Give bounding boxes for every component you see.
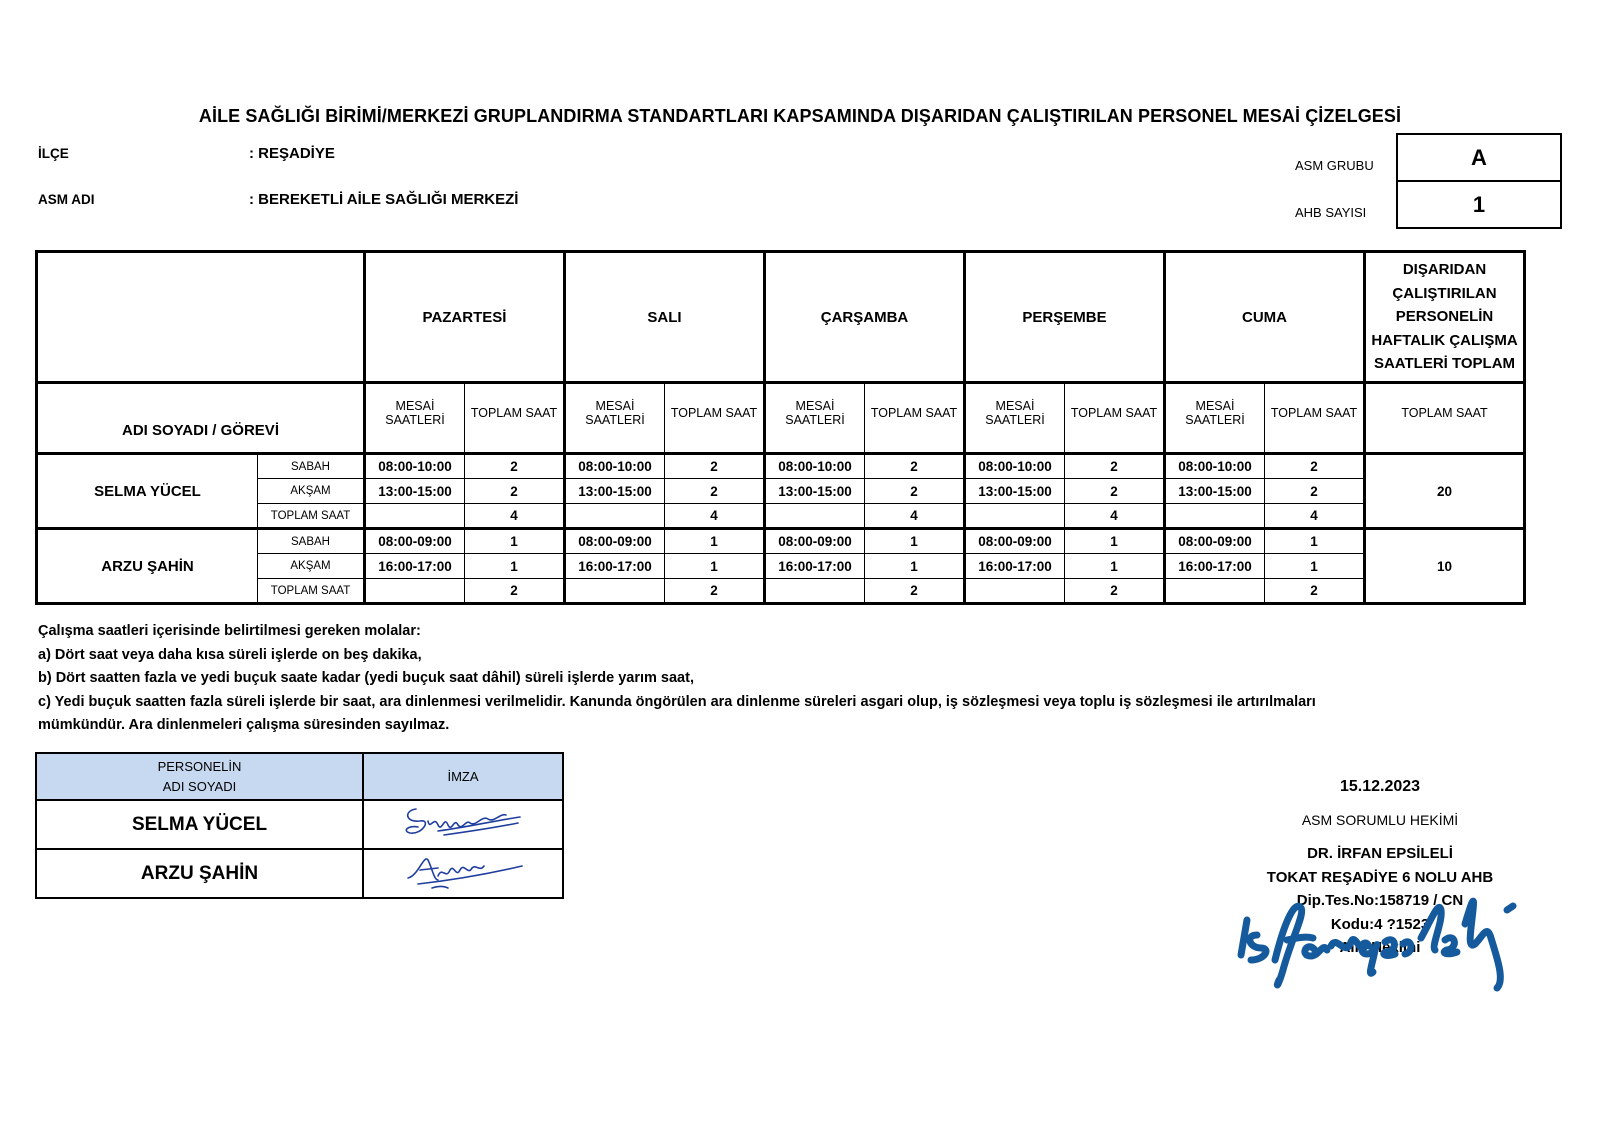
- empty-cell: [765, 504, 865, 529]
- total-cell: 2: [1065, 479, 1165, 504]
- sig-cell: [363, 849, 563, 898]
- day-total-cell: 2: [865, 579, 965, 604]
- break-notes: [38, 620, 1538, 738]
- day-total-cell: 4: [665, 504, 765, 529]
- total-cell: 2: [1265, 479, 1365, 504]
- sub-header-mesai: MESAİ SAATLERİ: [1165, 383, 1265, 454]
- ilce-label: İLÇE: [38, 146, 69, 161]
- sub-header-mesai: MESAİ SAATLERİ: [365, 383, 465, 454]
- total-cell: 2: [665, 454, 765, 479]
- stamp-line: Aile Hekimi: [1339, 939, 1421, 956]
- sig-head-line: PERSONELİN: [157, 758, 242, 774]
- hours-cell: 13:00-15:00: [365, 479, 465, 504]
- day-total-cell: 4: [1265, 504, 1365, 529]
- empty-cell: [1165, 579, 1265, 604]
- weekly-header-line: ÇALIŞTIRILAN: [1392, 284, 1497, 302]
- weekly-total-header: [1365, 252, 1525, 383]
- day-total-cell: 4: [1065, 504, 1165, 529]
- hours-cell: 13:00-15:00: [1165, 479, 1265, 504]
- document-date: 15.12.2023: [1339, 778, 1421, 795]
- asm-adi-value: : BEREKETLİ AİLE SAĞLIĞI MERKEZİ: [249, 191, 519, 208]
- hours-cell: 08:00-09:00: [365, 529, 465, 554]
- day-total-cell: 2: [465, 579, 565, 604]
- day-total-cell: 2: [665, 579, 765, 604]
- hours-cell: 08:00-10:00: [765, 454, 865, 479]
- sig-staff-name: ARZU ŞAHİN: [36, 849, 363, 898]
- stamp-line: DR. İRFAN EPSİLELİ: [1307, 845, 1453, 862]
- signature-scribble: [398, 850, 528, 892]
- total-cell: 2: [665, 479, 765, 504]
- shift-label-aksam: AKŞAM: [258, 479, 365, 504]
- hours-cell: 08:00-09:00: [765, 529, 865, 554]
- hours-cell: 13:00-15:00: [565, 479, 665, 504]
- weekly-total-cell: 20: [1365, 454, 1525, 529]
- hours-cell: 13:00-15:00: [765, 479, 865, 504]
- shift-label-toplam: TOPLAM SAAT: [258, 504, 365, 529]
- weekly-header-line: HAFTALIK ÇALIŞMA: [1371, 331, 1518, 349]
- shift-label-sabah: SABAH: [258, 529, 365, 554]
- empty-cell: [365, 504, 465, 529]
- empty-cell: [565, 579, 665, 604]
- staff-name: ARZU ŞAHİN: [37, 529, 258, 604]
- note-line: Çalışma saatleri içerisinde belirtilmesi gereken molalar:: [38, 623, 421, 639]
- sub-header-mesai: MESAİ SAATLERİ: [565, 383, 665, 454]
- total-cell: 1: [1065, 554, 1165, 579]
- note-line: mümkündür. Ara dinlenmeleri çalışma süresinden sayılmaz.: [38, 717, 450, 733]
- hours-cell: 16:00-17:00: [365, 554, 465, 579]
- empty-cell: [565, 504, 665, 529]
- total-cell: 1: [1065, 529, 1165, 554]
- hours-cell: 08:00-10:00: [365, 454, 465, 479]
- day-total-cell: 2: [1265, 579, 1365, 604]
- total-cell: 1: [1265, 554, 1365, 579]
- total-cell: 1: [865, 529, 965, 554]
- weekly-header-line: PERSONELİN: [1395, 308, 1494, 326]
- stamp-line: Kodu:4 ?1523: [1330, 915, 1430, 933]
- asm-adi-label: ASM ADI: [38, 192, 95, 207]
- day-header-wednesday: ÇARŞAMBA: [765, 252, 965, 383]
- hours-cell: 16:00-17:00: [565, 554, 665, 579]
- weekly-sub-header: TOPLAM SAAT: [1365, 383, 1525, 454]
- doctor-signature: [1235, 880, 1555, 1000]
- weekly-total-cell: 10: [1365, 529, 1525, 604]
- sig-head-name: [36, 753, 363, 800]
- schedule-table: [35, 250, 1526, 605]
- total-cell: 2: [865, 479, 965, 504]
- sub-header-toplam: TOPLAM SAAT: [865, 383, 965, 454]
- name-header: ADI SOYADI / GÖREVİ: [37, 383, 365, 454]
- sub-header-toplam: TOPLAM SAAT: [1265, 383, 1365, 454]
- note-line: b) Dört saatten fazla ve yedi buçuk saate kadar (yedi buçuk saat dâhil) süreli işlerde yarım saat,: [38, 670, 694, 686]
- day-total-cell: 4: [865, 504, 965, 529]
- hours-cell: 08:00-09:00: [1165, 529, 1265, 554]
- total-cell: 2: [465, 454, 565, 479]
- sub-header-toplam: TOPLAM SAAT: [1065, 383, 1165, 454]
- total-cell: 1: [665, 554, 765, 579]
- hours-cell: 08:00-09:00: [965, 529, 1065, 554]
- ilce-value: : REŞADİYE: [249, 145, 335, 162]
- group-box: [1396, 133, 1562, 229]
- hours-cell: 08:00-10:00: [1165, 454, 1265, 479]
- weekly-header-line: DIŞARIDAN: [1402, 261, 1487, 279]
- hours-cell: 16:00-17:00: [965, 554, 1065, 579]
- day-total-cell: 4: [465, 504, 565, 529]
- day-header-tuesday: SALI: [565, 252, 765, 383]
- signature-table: [35, 752, 564, 899]
- note-line: a) Dört saat veya daha kısa süreli işlerde on beş dakika,: [38, 646, 422, 663]
- shift-label-toplam: TOPLAM SAAT: [258, 579, 365, 604]
- total-cell: 2: [865, 454, 965, 479]
- asm-grubu-label: ASM GRUBU: [1295, 158, 1374, 173]
- note-line: c) Yedi buçuk saatten fazla süreli işlerde bir saat, ara dinlenmesi verilmelidir. Kanunda öngörülen ara dinlenme süreleri asgari olup, iş sözleşmesi veya toplu iş sözleşmesi ile artırılmaları: [38, 693, 1316, 710]
- day-header-friday: CUMA: [1165, 252, 1365, 383]
- weekly-header-line: SAATLERİ TOPLAM: [1373, 355, 1516, 373]
- total-cell: 1: [1265, 529, 1365, 554]
- shift-label-aksam: AKŞAM: [258, 554, 365, 579]
- empty-cell: [965, 579, 1065, 604]
- day-header-thursday: PERŞEMBE: [965, 252, 1165, 383]
- sub-header-toplam: TOPLAM SAAT: [665, 383, 765, 454]
- empty-cell: [765, 579, 865, 604]
- empty-cell: [365, 579, 465, 604]
- ahb-sayisi-value: 1: [1472, 192, 1486, 217]
- shift-label-sabah: SABAH: [258, 454, 365, 479]
- hours-cell: 16:00-17:00: [1165, 554, 1265, 579]
- sig-head-line: ADI SOYADI: [162, 778, 237, 794]
- total-cell: 1: [465, 554, 565, 579]
- sub-header-mesai: MESAİ SAATLERİ: [765, 383, 865, 454]
- total-cell: 1: [665, 529, 765, 554]
- total-cell: 2: [465, 479, 565, 504]
- asm-grubu-value: A: [1398, 135, 1560, 182]
- sig-staff-name: SELMA YÜCEL: [36, 800, 363, 849]
- total-cell: 2: [1065, 454, 1165, 479]
- sig-head-sign: İMZA: [363, 753, 563, 800]
- total-cell: 2: [1265, 454, 1365, 479]
- hours-cell: 16:00-17:00: [765, 554, 865, 579]
- document-title: AİLE SAĞLIĞI BİRİMİ/MERKEZİ GRUPLANDIRMA STANDARTLARI KAPSAMINDA DIŞARIDAN ÇALIŞTIRILAN PERSONEL MESAİ ÇİZELGESİ: [198, 106, 1402, 126]
- day-header-monday: PAZARTESİ: [365, 252, 565, 383]
- role-label: ASM SORUMLU HEKİMİ: [1301, 812, 1459, 828]
- hours-cell: 08:00-10:00: [565, 454, 665, 479]
- ahb-sayisi-label: AHB SAYISI: [1295, 205, 1367, 220]
- staff-name: SELMA YÜCEL: [37, 454, 258, 529]
- hours-cell: 13:00-15:00: [965, 479, 1065, 504]
- corner-cell: [37, 252, 365, 383]
- empty-cell: [965, 504, 1065, 529]
- day-total-cell: 2: [1065, 579, 1165, 604]
- total-cell: 1: [865, 554, 965, 579]
- hours-cell: 08:00-09:00: [565, 529, 665, 554]
- stamp-line: Dip.Tes.No:158719 / CN: [1296, 892, 1464, 909]
- signature-scribble: [398, 801, 528, 843]
- hours-cell: 08:00-10:00: [965, 454, 1065, 479]
- empty-cell: [1165, 504, 1265, 529]
- total-cell: 1: [465, 529, 565, 554]
- sub-header-mesai: MESAİ SAATLERİ: [965, 383, 1065, 454]
- stamp-line: TOKAT REŞADİYE 6 NOLU AHB: [1266, 868, 1494, 886]
- sub-header-toplam: TOPLAM SAAT: [465, 383, 565, 454]
- sig-cell: [363, 800, 563, 849]
